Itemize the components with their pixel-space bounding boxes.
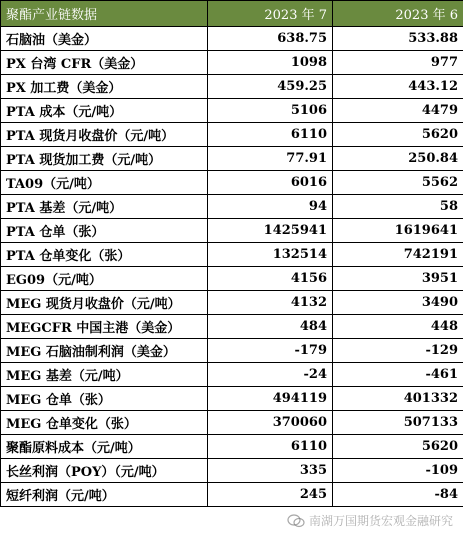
value-2023-7: 1098 xyxy=(208,51,333,75)
watermark-text: 南湖万国期货宏观金融研究 xyxy=(308,514,453,528)
table-row xyxy=(1,99,463,123)
value-2023-7: -24 xyxy=(208,363,333,387)
value-2023-6: -84 xyxy=(333,483,463,507)
value-2023-7: 484 xyxy=(208,315,333,339)
table-row xyxy=(1,219,463,243)
table-row xyxy=(1,435,463,459)
row-label: MEG 仓单（张） xyxy=(1,387,208,411)
value-2023-6: 3490 xyxy=(333,291,463,315)
wechat-icon xyxy=(287,514,305,528)
value-2023-7: 6016 xyxy=(208,171,333,195)
table-row xyxy=(1,243,463,267)
row-label: PTA 成本（元/吨） xyxy=(1,99,208,123)
table-row xyxy=(1,459,463,483)
value-2023-6: 742191 xyxy=(333,243,463,267)
value-2023-7: 5106 xyxy=(208,99,333,123)
row-label: 长丝利润（POY）（元/吨） xyxy=(1,459,208,483)
row-label: PTA 现货月收盘价（元/吨） xyxy=(1,123,208,147)
value-2023-6: 5620 xyxy=(333,435,463,459)
row-label: 聚酯原料成本（元/吨） xyxy=(1,435,208,459)
watermark xyxy=(287,512,453,529)
value-2023-7: 94 xyxy=(208,195,333,219)
value-2023-7: 6110 xyxy=(208,435,333,459)
table-header-row xyxy=(1,1,463,27)
value-2023-7: 4156 xyxy=(208,267,333,291)
row-label: PTA 现货加工费（元/吨） xyxy=(1,147,208,171)
table-row xyxy=(1,75,463,99)
row-label: EG09（元/吨） xyxy=(1,267,208,291)
table-row xyxy=(1,387,463,411)
value-2023-6: 5562 xyxy=(333,171,463,195)
value-2023-6: 5620 xyxy=(333,123,463,147)
row-label: PTA 仓单（张） xyxy=(1,219,208,243)
value-2023-7: 1425941 xyxy=(208,219,333,243)
table-row xyxy=(1,171,463,195)
value-2023-6: 1619641 xyxy=(333,219,463,243)
value-2023-6: 250.84 xyxy=(333,147,463,171)
value-2023-7: -179 xyxy=(208,339,333,363)
value-2023-6: -109 xyxy=(333,459,463,483)
table-row xyxy=(1,291,463,315)
header-col-2023-6: 2023 年 6 xyxy=(333,1,463,27)
header-label: 聚酯产业链数据 xyxy=(1,1,208,27)
table-row xyxy=(1,123,463,147)
row-label: PTA 基差（元/吨） xyxy=(1,195,208,219)
row-label: MEGCFR 中国主港（美金） xyxy=(1,315,208,339)
table-row xyxy=(1,267,463,291)
row-label: PX 加工费（美金） xyxy=(1,75,208,99)
value-2023-7: 638.75 xyxy=(208,27,333,51)
table-row xyxy=(1,147,463,171)
value-2023-7: 370060 xyxy=(208,411,333,435)
row-label: MEG 仓单变化（张） xyxy=(1,411,208,435)
row-label: PX 台湾 CFR（美金） xyxy=(1,51,208,75)
value-2023-6: 443.12 xyxy=(333,75,463,99)
value-2023-6: 448 xyxy=(333,315,463,339)
value-2023-6: 4479 xyxy=(333,99,463,123)
row-label: PTA 仓单变化（张） xyxy=(1,243,208,267)
value-2023-6: 58 xyxy=(333,195,463,219)
value-2023-6: -129 xyxy=(333,339,463,363)
table-row xyxy=(1,483,463,507)
value-2023-7: 77.91 xyxy=(208,147,333,171)
value-2023-7: 6110 xyxy=(208,123,333,147)
value-2023-7: 4132 xyxy=(208,291,333,315)
row-label: MEG 现货月收盘价（元/吨） xyxy=(1,291,208,315)
table-row xyxy=(1,339,463,363)
row-label: MEG 石脑油制利润（美金） xyxy=(1,339,208,363)
table-row xyxy=(1,51,463,75)
row-label: 短纤利润（元/吨） xyxy=(1,483,208,507)
value-2023-7: 245 xyxy=(208,483,333,507)
table-row xyxy=(1,27,463,51)
table-row xyxy=(1,315,463,339)
header-col-2023-7: 2023 年 7 xyxy=(208,1,333,27)
value-2023-7: 494119 xyxy=(208,387,333,411)
value-2023-7: 335 xyxy=(208,459,333,483)
value-2023-6: 977 xyxy=(333,51,463,75)
value-2023-7: 459.25 xyxy=(208,75,333,99)
value-2023-6: 507133 xyxy=(333,411,463,435)
value-2023-6: 533.88 xyxy=(333,27,463,51)
value-2023-6: 401332 xyxy=(333,387,463,411)
table-row xyxy=(1,411,463,435)
row-label: TA09（元/吨） xyxy=(1,171,208,195)
table-row xyxy=(1,195,463,219)
value-2023-6: -461 xyxy=(333,363,463,387)
row-label: 石脑油（美金） xyxy=(1,27,208,51)
table-row xyxy=(1,363,463,387)
value-2023-6: 3951 xyxy=(333,267,463,291)
value-2023-7: 132514 xyxy=(208,243,333,267)
row-label: MEG 基差（元/吨） xyxy=(1,363,208,387)
